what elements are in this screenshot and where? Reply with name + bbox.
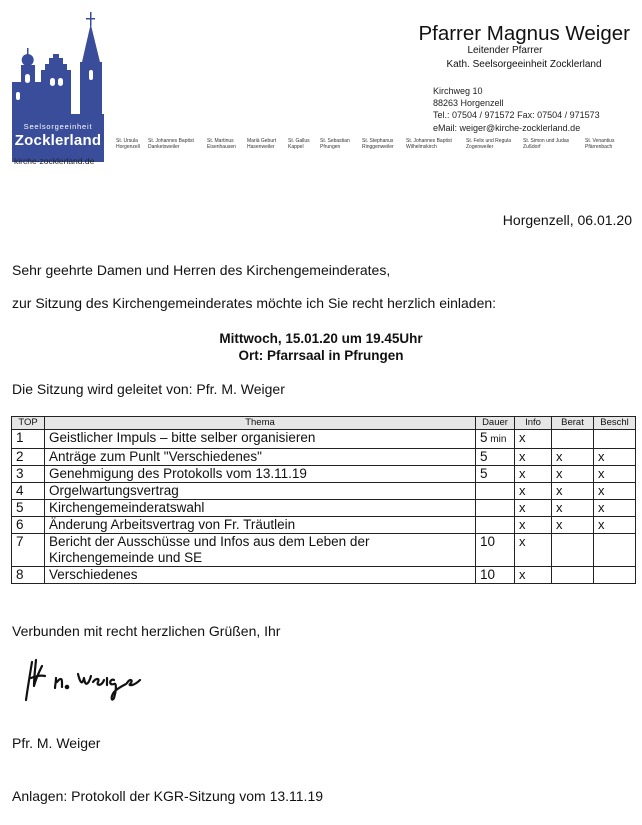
row-top: 1 [12, 430, 45, 449]
agenda-table [11, 416, 636, 584]
row-berat [552, 567, 594, 584]
row-info: x [515, 466, 552, 483]
parish-item: St. Ursula Horgenzell [116, 138, 140, 150]
logo-line2: Zocklerland [14, 132, 102, 149]
address-line: Kirchweg 10 [433, 86, 483, 96]
row-top: 3 [12, 466, 45, 483]
row-info: x [515, 483, 552, 500]
row-beschl: x [594, 483, 636, 500]
row-berat [552, 534, 594, 567]
col-header-berat: Berat [552, 417, 594, 430]
row-beschl [594, 567, 636, 584]
church-logo [12, 10, 104, 150]
row-top: 8 [12, 567, 45, 584]
logo-line1: Seelsorgeeinheit [23, 122, 93, 131]
row-berat: x [552, 517, 594, 534]
row-berat: x [552, 466, 594, 483]
col-header-top: TOP [12, 417, 45, 430]
row-berat [552, 430, 594, 449]
parish-item: St. Gallus Kappel [288, 138, 310, 150]
email-line[interactable]: eMail: weiger@kirche-zocklerland.de [433, 122, 581, 133]
row-dauer: 5 min [476, 430, 515, 449]
parish-item: St. Johannes Baptist Wilhelmskirch [406, 138, 452, 150]
row-thema: Bericht der Ausschüsse und Infos aus dem Leben der Kirchengemeinde und SE [45, 534, 476, 567]
attachments-text: Anlagen: Protokoll der KGR-Sitzung vom 13.11.19 [12, 788, 324, 804]
col-header-beschl: Beschl [594, 417, 636, 430]
row-thema: Änderung Arbeitsvertrag von Fr. Träutlein [45, 517, 476, 534]
row-top: 7 [12, 534, 45, 567]
row-berat: x [552, 449, 594, 466]
phone-fax-line: Tel.: 07504 / 971572 Fax: 07504 / 971573 [433, 110, 600, 121]
sender-unit: Kath. Seelsorgeeinheit Zocklerland [446, 59, 602, 70]
salutation: Sehr geehrte Damen und Herren des Kirchengemeinderates, [12, 262, 391, 278]
table-row [12, 466, 636, 483]
row-dauer [476, 483, 515, 500]
parish-item: St. Felix und Regula Zogenweiler [466, 138, 512, 150]
table-row [12, 567, 636, 584]
logo-band [12, 114, 104, 162]
row-thema: Orgelwartungsvertrag [45, 483, 476, 500]
row-beschl: x [594, 517, 636, 534]
table-row [12, 517, 636, 534]
letter-date: Horgenzell, 06.01.20 [502, 212, 632, 228]
parish-item: St. Johannes Baptist Danketsweiler [148, 138, 194, 150]
row-info: x [515, 449, 552, 466]
table-row [12, 500, 636, 517]
parish-item: St. Sebastian Pfrungen [320, 138, 350, 150]
row-thema: Geistlicher Impuls – bitte selber organisieren [45, 430, 476, 449]
website-link[interactable]: kirche-zocklerland.de [14, 156, 95, 166]
duration-unit: min [487, 434, 507, 445]
signature-icon [22, 656, 152, 711]
row-thema: Anträge zum Punlt "Verschiedenes" [45, 449, 476, 466]
col-header-info: Info [515, 417, 552, 430]
church-towers-icon [12, 10, 104, 114]
parish-item: St. Stephanus Ringgenweiler [362, 138, 394, 150]
col-header-dauer: Dauer [476, 417, 515, 430]
row-thema: Kirchengemeinderatswahl [45, 500, 476, 517]
row-beschl: x [594, 449, 636, 466]
row-top: 2 [12, 449, 45, 466]
address-line: 88263 Horgenzell [433, 98, 504, 109]
row-info: x [515, 430, 552, 449]
table-row [12, 483, 636, 500]
row-info: x [515, 500, 552, 517]
parish-item: St. Venantius Pfärrenbach [585, 138, 615, 150]
row-top: 6 [12, 517, 45, 534]
row-info: x [515, 517, 552, 534]
sender-name: Pfarrer Magnus Weiger [418, 22, 630, 45]
invitation-text: zur Sitzung des Kirchengemeinderates möchte ich Sie recht herzlich einladen: [12, 295, 497, 311]
row-top: 5 [12, 500, 45, 517]
row-berat: x [552, 483, 594, 500]
parish-list [116, 138, 636, 154]
row-dauer: 5 [476, 449, 515, 466]
row-dauer: 5 [476, 466, 515, 483]
row-dauer: 10 [476, 534, 515, 567]
row-beschl: x [594, 500, 636, 517]
col-header-thema: Thema [45, 417, 476, 430]
parish-item: St. Simon und Judas Zußdorf [523, 138, 570, 150]
table-row [12, 534, 636, 567]
table-row [12, 430, 636, 449]
row-beschl: x [594, 466, 636, 483]
address-block [433, 85, 600, 134]
sender-role: Leitender Pfarrer [467, 45, 543, 56]
table-row [12, 449, 636, 466]
row-thema: Genehmigung des Protokolls vom 13.11.19 [45, 466, 476, 483]
row-thema: Verschiedenes [45, 567, 476, 584]
row-dauer [476, 500, 515, 517]
meeting-date: Mittwoch, 15.01.20 um 19.45Uhr [219, 331, 423, 346]
row-info: x [515, 534, 552, 567]
row-dauer [476, 517, 515, 534]
parish-item: St. Martinus Eisenhausen [207, 138, 236, 150]
row-beschl [594, 534, 636, 567]
meeting-place: Ort: Pfarrsaal in Pfrungen [238, 348, 404, 363]
parish-item: Mariä Geburt Hasenweiler [247, 138, 277, 150]
row-info: x [515, 567, 552, 584]
row-top: 4 [12, 483, 45, 500]
row-berat: x [552, 500, 594, 517]
signature-name: Pfr. M. Weiger [12, 735, 101, 751]
row-dauer: 10 [476, 567, 515, 584]
row-beschl [594, 430, 636, 449]
closing-text: Verbunden mit recht herzlichen Grüßen, Ihr [12, 623, 281, 639]
table-header-row [12, 417, 636, 430]
chair-text: Die Sitzung wird geleitet von: Pfr. M. Weiger [12, 381, 285, 397]
